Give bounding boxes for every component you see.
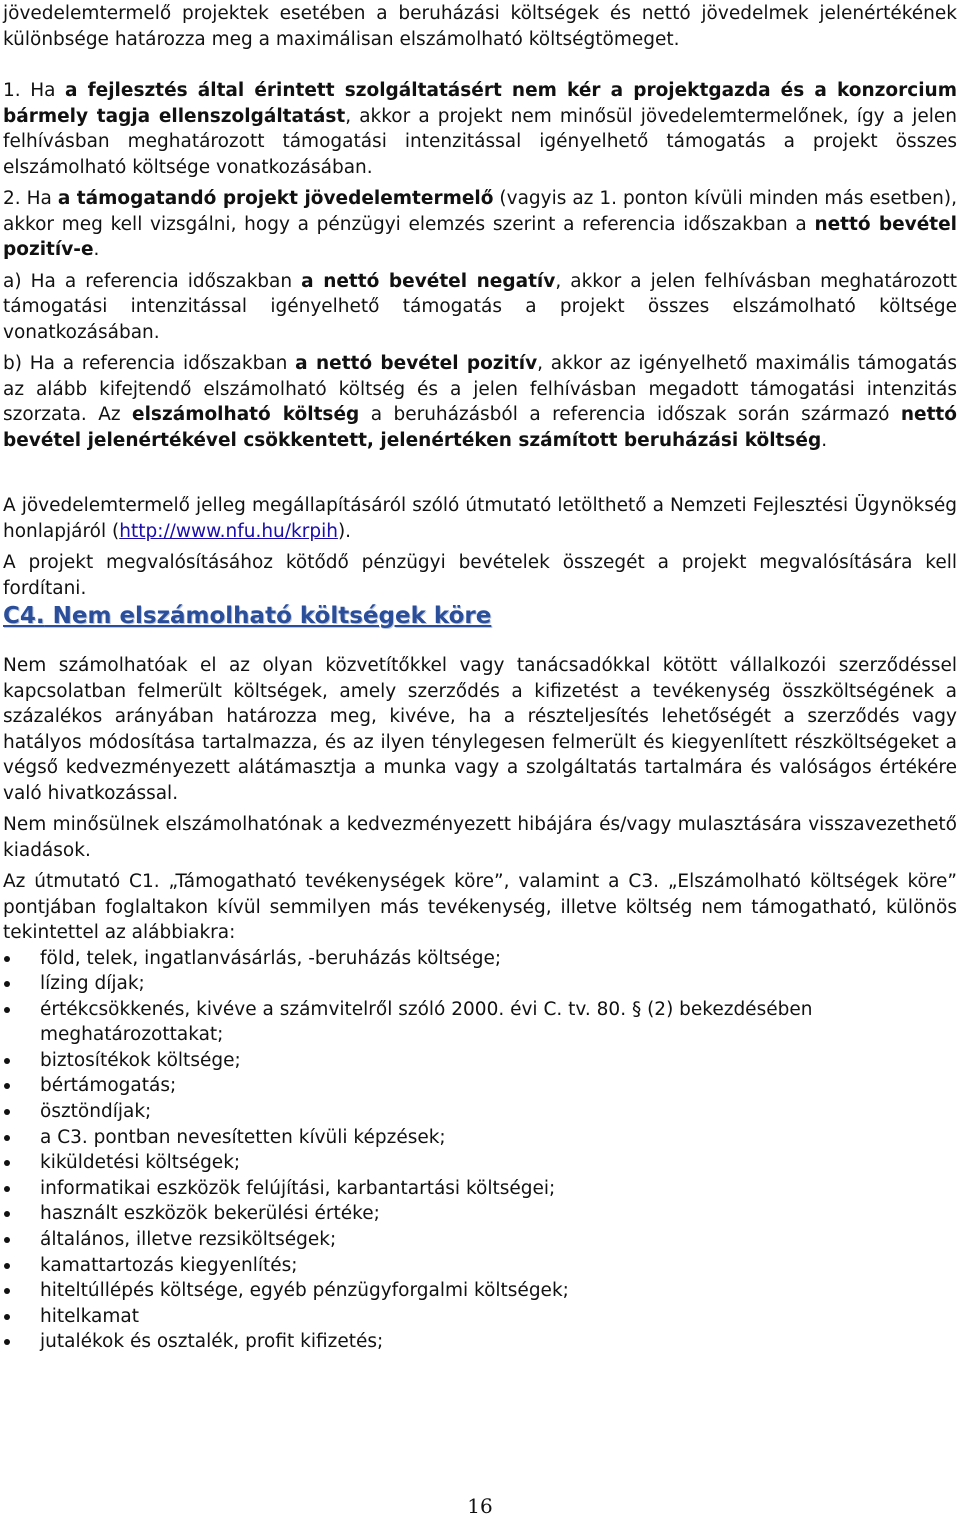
exclusions-intro-paragraph [3,869,957,946]
section-heading-c4 [3,601,957,631]
point-1-paragraph [3,78,957,180]
point-1-rest: , akkor a projekt nem minősül jövedelemtermelőnek, így a jelen felhívásban meghatározott támogatási intenzitással igényelhető támogatás a projekt összes elszámolható költsége vonatkozásában. [3,105,957,178]
list-item [3,1201,957,1227]
list-item-text: értékcsökkenés, kivéve a számvitelről szóló 2000. évi C. tv. 80. § (2) bekezdésében meghatározottakat; [40,998,813,1046]
bullet-icon [4,1109,10,1115]
intermediary-paragraph [3,653,957,806]
bullet-icon [4,1288,10,1294]
intro-paragraph [3,0,957,52]
list-item [3,1278,957,1304]
revenue-paragraph [3,550,957,601]
exclusions-list [3,946,957,1356]
guide-text-post: ). [337,520,352,542]
bullet-icon [4,956,10,962]
list-item [3,1125,957,1151]
point-b-bold-1: a nettó bevétel pozitív [295,353,538,374]
list-item-text: hiteltúllépés költsége, egyéb pénzügyforgalmi költségek; [40,1280,569,1302]
list-item-text: kamattartozás kiegyenlítés; [40,1254,298,1276]
list-item [3,1099,957,1125]
list-item-text: informatikai eszközök felújítási, karbantartási költségei; [40,1177,556,1199]
list-item [3,1073,957,1099]
list-item [3,1150,957,1176]
page-number: 16 [467,1494,493,1518]
point-2-middle: (vagyis az 1. ponton kívüli minden más esetben), akkor meg kell vizsgálni, hogy a pénzügyi elemzés szerint a referencia időszakban a [3,188,957,235]
point-2-bold-2: nettó bevétel pozitív-e [3,213,957,260]
point-2-paragraph [3,186,957,263]
list-item [3,1176,957,1202]
list-item [3,946,957,972]
list-item-text: a C3. pontban nevesítetten kívüli képzések; [40,1126,446,1148]
list-item-text: lízing díjak; [40,973,145,995]
point-b-middle-2: a beruházásból a referencia időszak során származó [359,404,901,425]
bullet-icon [4,1007,10,1013]
list-item [3,997,957,1048]
point-b-middle-1: , akkor az igényelhető maximális támogatás az alább kifejtendő elszámolható költség és a jelen felhívásban megadott támogatási intenzitás szorzata. Az [3,353,957,425]
list-item [3,971,957,997]
bullet-icon [4,1058,10,1064]
list-item-text: kiküldetési költségek; [40,1152,241,1174]
bullet-icon [4,1314,10,1320]
point-a-rest: , akkor a jelen felhívásban meghatározott támogatási intenzitással igényelhető támogatás a projekt összes elszámolható költsége vonatkozásában. [3,270,957,343]
point-2-bold-1: a támogatandó projekt jövedelemtermelő [57,188,494,209]
point-b-bold-3: nettó bevétel jelenértékével csökkentett, jelenértéken számított beruházási költség [3,404,957,451]
list-item-text: biztosítékok költsége; [40,1049,241,1071]
point-a-paragraph [3,269,957,346]
list-item-text: jutalékok és osztalék, profit kifizetés; [40,1331,384,1353]
point-b-end: . [821,429,828,451]
list-item-text: használt eszközök bekerülési értéke; [40,1203,380,1225]
point-1-number: 1. Ha [3,80,66,101]
fault-paragraph [3,812,957,863]
bullet-icon [4,1083,10,1089]
bullet-icon [4,981,10,987]
list-item-text: ösztöndíjak; [40,1101,152,1123]
point-2-end: . [93,239,100,260]
list-item [3,1329,957,1355]
revenue-text: A projekt megvalósításához kötődő pénzügyi bevételek összegét a projekt megvalósítására kell fordítani. [3,552,957,599]
fault-text: Nem minősülnek elszámolhatónak a kedvezményezett hibájára és/vagy mulasztására visszavezethető kiadások. [3,814,957,861]
point-2-number: 2. Ha [3,188,58,209]
guide-text-pre: A jövedelemtermelő jelleg megállapításáról szóló útmutató letölthető a Nemzeti Fejlesztési Ügynökség honlapjáról ( [3,495,957,542]
guide-paragraph [3,493,957,544]
section-title: Nem elszámolható költségek köre [44,603,492,629]
point-b-paragraph [3,351,957,453]
bullet-icon [4,1339,10,1345]
point-b-bold-2: elszámolható költség [132,404,360,425]
list-item [3,1304,957,1330]
bullet-icon [4,1186,10,1192]
bullet-icon [4,1263,10,1269]
point-b-lead: b) Ha a referencia időszakban [3,353,296,374]
section-code: C4. [3,603,45,629]
list-item [3,1048,957,1074]
intro-text: jövedelemtermelő projektek esetében a beruházási költségek és nettó jövedelmek jelenértékének különbsége határozza meg a maximálisan elszámolható költségtömeget. [3,3,957,50]
point-1-bold: a fejlesztés által érintett szolgáltatásért nem kér a projektgazda és a konzorcium bármely tagja ellenszolgáltatást [3,80,957,127]
point-a-bold: a nettó bevétel negatív [301,270,556,292]
list-item [3,1227,957,1253]
list-item-text: föld, telek, ingatlanvásárlás, -beruházás költsége; [40,947,502,969]
bullet-icon [4,1135,10,1141]
intermediary-text: Nem számolhatóak el az olyan közvetítőkkel vagy tanácsadókkal kötött vállalkozói szerződéssel kapcsolatban felmerült költségek, amely szerződés a kifizetést a tevékenység összköltségének a százalékos arányában határozza meg, kivéve, ha a részteljesítés lehetőségét a szerződés vagy hatályos módosítása tartalmazza, és az ilyen ténylegesen felmerült és kiegyenlített részköltségeket a végső kedvezményezett alátámasztja a munka vagy a szolgáltatás tartalmára és valóságos értékére való hivatkozással. [3,655,957,804]
list-item-text: hitelkamat [40,1305,139,1327]
bullet-icon [4,1160,10,1166]
list-item-text: bértámogatás; [40,1075,177,1097]
bullet-icon [4,1211,10,1217]
list-item-text: általános, illetve rezsiköltségek; [40,1229,337,1251]
exclusions-intro-text: Az útmutató C1. „Támogatható tevékenységek köre”, valamint a C3. „Elszámolható költségek köre” pontjában foglaltakon kívül semmilyen más tevékenység, illetve költség nem támogatható, különös tekintettel az alábbiakra: [3,871,957,943]
list-item [3,1253,957,1279]
nfu-link[interactable]: http://www.nfu.hu/krpih [119,520,338,542]
bullet-icon [4,1237,10,1243]
point-a-lead: a) Ha a referencia időszakban [3,270,302,292]
document-page [3,0,957,1355]
